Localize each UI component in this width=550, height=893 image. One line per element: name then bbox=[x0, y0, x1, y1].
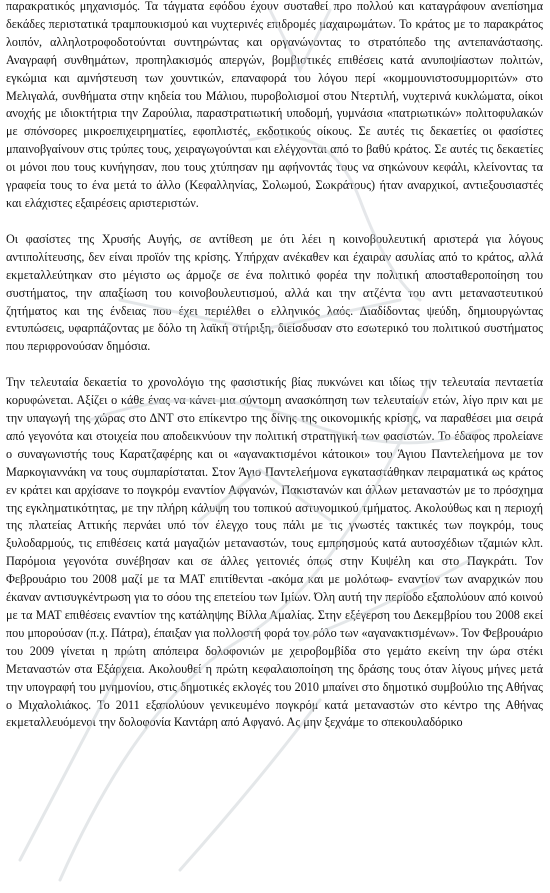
paragraph-3: Την τελευταία δεκαετία το χρονολόγιο της φασιστικής βίας πυκνώνει και ιδίως την τελευταία πενταετία κορυφώνεται. Αξίζει ο κάθε ένας να κάνει μια σύντομη ανασκόπηση των τελευταίων ετών, λίγο πριν και με την υπαγωγή της χώρας στο ΔΝΤ στο επίκεντρο της δίνης της οικονομικής κρίσης, να παραθέσει μια σειρά από γεγονότα και στοιχεία που αποδεικνύουν την πολιτική στρατηγική των φασιστών. Το έδαφος προλείανε ο συναγωνιστής τους Καρατζαφέρης και οι «αγανακτισμένοι κάτοικοι» του Άγιου Παντελεήμονα με τον Μαρκογιαννάκη να τους συμπαρίσταται. Στον Άγιο Παντελεήμονα εγκαταστάθηκαν πειραματικά ως κράτος εν κράτει και αρχίσανε το πογκρόμ εναντίον Αφγανών, Πακιστανών και άλλων μεταναστών με το πρόσχημα της εγκληματικότητας, με την πλήρη κάλυψη του τοπικού αστυνομικού τμήματος. Ακολούθως και η περιοχή της πλατείας Αττικής περνάει υπό τον έλεγχο τους πάλι με τις γνωστές τακτικές των πογκρόμ, τους ξυλοδαρμούς, τις επιθέσεις κατά μαγαζιών μεταναστών, τους εμπρησμούς κατά αυτοσχέδιων τζαμιών κλπ. Παρόμοια γεγονότα συνέβησαν και σε άλλες γειτονιές όπως στην Κυψέλη και στο Παγκράτι. Τον Φεβρουάριο του 2008 μαζί με τα ΜΑΤ επιτίθενται -ακόμα και με μολότωφ- εναντίον των αναρχικών που έκαναν αντισυγκέντρωση για το σόου της επετείου των Ιμίων. Όλη αυτή την περίοδο εξαπολύουν από κοινού με τα ΜΑΤ επιθέσεις εναντίον της κατάληψης Βίλλα Αμαλίας. Στην εξέγερση του Δεκεμβρίου του 2008 εκεί που μπορούσαν (π.χ. Πάτρα), έπαιξαν για πολλοστή φορά τον ρόλο των «αγανακτισμένων». Τον Φεβρουάριο του 2009 γίνεται η πρώτη απόπειρα δολοφονιών με χειροβομβίδα στο γεμάτο εκείνη την ώρα στέκι Μεταναστών στα Εξάρχεια. Ακολουθεί η πρώτη κεφαλαιοποίηση της δράσης τους όταν λίγους μήνες μετά την υπογραφή του μνημονίου, στις δημοτικές εκλογές του 2010 μπαίνει στο δημοτικό συμβούλιο της Αθήνας ο Μιχαλολιάκος. Το 2011 εξαπολύουν γενικευμένο πογκρόμ κατά μεταναστών στο κέντρο της Αθήνας εκμεταλλευόμενοι την δολοφονία Καντάρη από Αφγανό. Ας μην ξεχνάμε το σπεκουλαδόρικο bbox=[6, 375, 543, 730]
document-body bbox=[6, 0, 543, 732]
paragraph-2: Οι φασίστες της Χρυσής Αυγής, σε αντίθεση με ότι λέει η κοινοβουλευτική αριστερά για λόγους αντιπολίτευσης, δεν είναι προϊόν της κρίσης. Υπήρχαν ανέκαθεν και έχαιραν ασυλίας από το κράτος, αλλά εκμεταλλεύτηκαν στο μέγιστο ως άρμοζε σε ένα πολιτικό φορέα την πολιτική αποσταθεροποίηση του συστήματος, την απαξίωση του κοινοβουλευτισμού, αλλά και την ατζέντα του αντι μεταναστευτικού ζητήματος και της ένδειας που έχει περιέλθει ο ελληνικός λαός. Διαδίδοντας ψεύδη, δημιουργώντας εντυπώσεις, υφαρπάζοντας με δόλο τη λαϊκή στήριξη, διείσδυσαν στο εσωτερικό του πολιτικού συστήματος που περιφρονούσαν δημόσια. bbox=[6, 231, 543, 354]
paragraph-1: παρακρατικός μηχανισμός. Τα τάγματα εφόδου έχουν συσταθεί προ πολλού και καταγράφουν ανεπίσημα δεκάδες περιστατικά τραμπουκισμού και νυχτερινές επιδρομές μαχαιρωμάτων. Το κράτος με το παρακράτος λοιπόν, αλληλοτροφοδοτούνται συντηρώντας και οργανώνοντας το στρατόπεδο της αντεπανάστασης. Αναγραφή συνθημάτων, προπηλακισμός απεργών, βομβιστικές επιθέσεις κατά ανυποψίαστων πολιτών, εγκώμια και αμνήστευση των χουντικών, επαναφορά του λόγου περί «κομμουνιστοσυμμοριτών» στο Μελιγαλά, συνθήματα στην κηδεία του Μάλιου, πυροβολισμοί στου Ντερτιλή, νυχτερινά κυκλώματα, οίκοι ανοχής με ιδιοκτήτρια την Ζαρούλια, παραστρατιωτική υποδομή, γυμνάσια «πατριωτικών» πολιτοφυλακών με σπόνσορες μικροεπιχειρηματίες, εφοπλιστές, εκδοτικούς οίκους. Σε αυτές τις δεκαετίες οι φασίστες μπαινοβγαίνουν στις τρύπες τους, χειραγωγούνται και ελέγχονται από το βαθύ κράτος. Σε αυτές τις δεκαετίες οι μόνοι που τους κυνήγησαν, που τους χτύπησαν ημ αφήνοντάς τους να σηκώνουν κεφάλι, κλείνοντας τα γραφεία τους το ένα μετά το άλλο (Κεφαλληνίας, Σολωμού, Σωκράτους) ήταν αναρχικοί, αντιεξουσιαστές και ελάχιστες εξαιρέσεις αριστεριστών. bbox=[6, 0, 543, 210]
